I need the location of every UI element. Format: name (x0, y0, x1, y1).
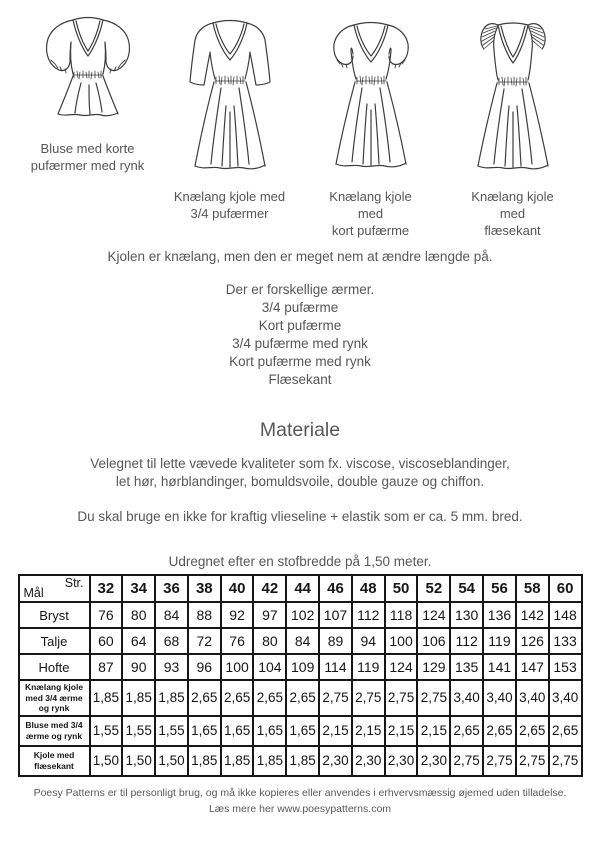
table-cell: 2,30 (319, 746, 352, 776)
size-column-header: 54 (450, 575, 483, 602)
size-column-header: 52 (417, 575, 450, 602)
dress-illustrations (0, 0, 600, 238)
table-cell: 1,50 (90, 746, 123, 776)
table-cell: 2,15 (319, 716, 352, 746)
table-cell: 107 (319, 602, 352, 628)
table-cell: 2,65 (549, 716, 582, 746)
table-cell: 102 (286, 602, 319, 628)
size-header-row (19, 575, 582, 602)
table-cell: 112 (450, 628, 483, 654)
table-cell: 2,15 (385, 716, 418, 746)
table-cell: 2,30 (417, 746, 450, 776)
table-cell: 126 (516, 628, 549, 654)
row-label: Bluse med 3/4 ærme og rynk (19, 716, 90, 746)
table-row (19, 716, 582, 746)
table-cell: 141 (483, 654, 516, 680)
table-cell: 109 (286, 654, 319, 680)
table-cell: 142 (516, 602, 549, 628)
table-cell: 119 (352, 654, 385, 680)
corner-size-label: Str. (64, 576, 84, 590)
table-note: Udregnet efter en stofbredde på 1,50 meter. (168, 554, 432, 569)
size-column-header: 50 (385, 575, 418, 602)
figure-caption: Bluse med korte pufærmer med rynk (30, 141, 145, 173)
table-cell: 2,75 (319, 680, 352, 716)
table-cell: 2,75 (417, 680, 450, 716)
table-cell: 136 (483, 602, 516, 628)
table-cell: 114 (319, 654, 352, 680)
table-cell: 92 (221, 602, 254, 628)
table-cell: 1,65 (188, 716, 221, 746)
table-cell: 1,85 (155, 680, 188, 716)
table-cell: 97 (253, 602, 286, 628)
website-text: Læs mere her www.poesypatterns.com (208, 802, 392, 815)
sleeve-option: Kort pufærme med rynk (229, 354, 371, 369)
table-cell: 84 (286, 628, 319, 654)
table-cell: 2,65 (253, 680, 286, 716)
table-cell: 2,75 (483, 746, 516, 776)
table-cell: 88 (188, 602, 221, 628)
sleeve-options-block (0, 281, 600, 389)
table-cell: 1,50 (155, 746, 188, 776)
table-row (19, 746, 582, 776)
table-cell: 60 (90, 628, 123, 654)
page-footer (0, 785, 600, 817)
table-cell: 90 (122, 654, 155, 680)
table-cell: 2,65 (516, 716, 549, 746)
table-cell: 2,65 (221, 680, 254, 716)
table-cell: 100 (385, 628, 418, 654)
table-cell: 1,85 (253, 746, 286, 776)
sleeve-option: Kort pufærme (258, 318, 342, 333)
table-cell: 118 (385, 602, 418, 628)
table-cell: 1,55 (90, 716, 123, 746)
row-label: Bryst (19, 602, 90, 628)
figure-caption: Knælang kjole med 3/4 pufærmer (173, 189, 286, 221)
table-cell: 96 (188, 654, 221, 680)
illustration-dress-ruffle-edge (460, 18, 565, 239)
sleeve-option: Flæsekant (268, 372, 332, 387)
table-cell: 64 (122, 628, 155, 654)
table-cell: 2,30 (352, 746, 385, 776)
size-column-header: 56 (483, 575, 516, 602)
table-cell: 76 (221, 628, 254, 654)
table-cell: 1,55 (155, 716, 188, 746)
interfacing-paragraph: Du skal bruge en ikke for kraftig vlieseline + elastik som er ca. 5 mm. bred. (77, 509, 523, 524)
size-column-header: 58 (516, 575, 549, 602)
table-cell: 1,85 (90, 680, 123, 716)
sleeve-option: 3/4 pufærme (261, 300, 339, 315)
corner-measure-label: Mål (23, 586, 44, 600)
size-column-header: 36 (155, 575, 188, 602)
table-cell: 2,75 (549, 746, 582, 776)
row-label: Knælang kjole med 3/4 ærme og rynk (19, 680, 90, 716)
sleeves-heading: Der er forskellige ærmer. (225, 282, 375, 297)
table-cell: 80 (253, 628, 286, 654)
dress-34-sleeve-drawing-icon (182, 16, 278, 178)
table-row (19, 602, 582, 628)
table-cell: 1,65 (253, 716, 286, 746)
table-row (19, 654, 582, 680)
intro-text: Kjolen er knælang, men den er meget nem at ændre længde på. (107, 249, 493, 264)
table-cell: 72 (188, 628, 221, 654)
table-cell: 76 (90, 602, 123, 628)
table-cell: 100 (221, 654, 254, 680)
illustration-dress-short-puff (318, 18, 423, 239)
size-column-header: 34 (122, 575, 155, 602)
table-cell: 148 (549, 602, 582, 628)
table-cell: 2,75 (352, 680, 385, 716)
table-cell: 84 (155, 602, 188, 628)
table-cell: 129 (417, 654, 450, 680)
size-column-header: 32 (90, 575, 123, 602)
table-cell: 2,15 (417, 716, 450, 746)
table-cell: 2,65 (286, 680, 319, 716)
table-cell: 87 (90, 654, 123, 680)
corner-cell (19, 575, 90, 602)
row-label: Hofte (19, 654, 90, 680)
size-column-header: 38 (188, 575, 221, 602)
size-column-header: 46 (319, 575, 352, 602)
table-cell: 1,85 (286, 746, 319, 776)
table-cell: 3,40 (483, 680, 516, 716)
table-cell: 2,65 (188, 680, 221, 716)
materiale-heading: Materiale (259, 419, 341, 441)
table-cell: 106 (417, 628, 450, 654)
table-cell: 3,40 (450, 680, 483, 716)
table-cell: 2,75 (450, 746, 483, 776)
table-cell: 124 (417, 602, 450, 628)
table-cell: 68 (155, 628, 188, 654)
table-row (19, 680, 582, 716)
table-cell: 119 (483, 628, 516, 654)
table-cell: 2,65 (450, 716, 483, 746)
table-cell: 135 (450, 654, 483, 680)
copyright-text: Poesy Patterns er til personligt brug, og må ikke kopieres eller anvendes i erhvervsmæssig øjemed uden tilladelse. (33, 786, 567, 799)
table-cell: 1,65 (286, 716, 319, 746)
table-cell: 94 (352, 628, 385, 654)
size-column-header: 60 (549, 575, 582, 602)
table-cell: 147 (516, 654, 549, 680)
table-cell: 1,85 (188, 746, 221, 776)
table-cell: 1,55 (122, 716, 155, 746)
table-cell: 2,15 (352, 716, 385, 746)
table-cell: 1,85 (221, 746, 254, 776)
table-cell: 133 (549, 628, 582, 654)
table-cell: 1,65 (221, 716, 254, 746)
table-cell: 2,75 (385, 680, 418, 716)
dress-short-sleeve-drawing-icon (323, 18, 419, 176)
illustration-dress-34-puff (172, 16, 287, 222)
size-column-header: 40 (221, 575, 254, 602)
table-cell: 2,30 (385, 746, 418, 776)
figure-caption: Knælang kjole med flæsekant (471, 189, 554, 238)
size-column-header: 44 (286, 575, 319, 602)
table-cell: 3,40 (549, 680, 582, 716)
material-paragraph: Velegnet til lette vævede kvaliteter som fx. viscose, viscoseblandinger, let hør, hørblandinger, bomuldsvoile, double gauze og chiffon. (90, 456, 510, 489)
table-cell: 153 (549, 654, 582, 680)
size-table (18, 574, 583, 777)
blouse-drawing-icon (36, 12, 140, 118)
size-column-header: 48 (352, 575, 385, 602)
table-row (19, 628, 582, 654)
table-cell: 1,85 (122, 680, 155, 716)
table-cell: 112 (352, 602, 385, 628)
table-cell: 89 (319, 628, 352, 654)
dress-ruffle-drawing-icon (465, 18, 561, 176)
row-label: Kjole med flæsekant (19, 746, 90, 776)
illustration-blouse-short-puff (30, 12, 145, 174)
size-column-header: 42 (253, 575, 286, 602)
sleeve-option: 3/4 pufærme med rynk (232, 336, 368, 351)
table-cell: 80 (122, 602, 155, 628)
table-cell: 104 (253, 654, 286, 680)
table-cell: 2,65 (483, 716, 516, 746)
table-cell: 93 (155, 654, 188, 680)
row-label: Talje (19, 628, 90, 654)
figure-caption: Knælang kjole med kort pufærme (329, 189, 412, 238)
table-cell: 124 (385, 654, 418, 680)
table-cell: 1,50 (122, 746, 155, 776)
table-cell: 2,75 (516, 746, 549, 776)
table-cell: 130 (450, 602, 483, 628)
table-cell: 3,40 (516, 680, 549, 716)
